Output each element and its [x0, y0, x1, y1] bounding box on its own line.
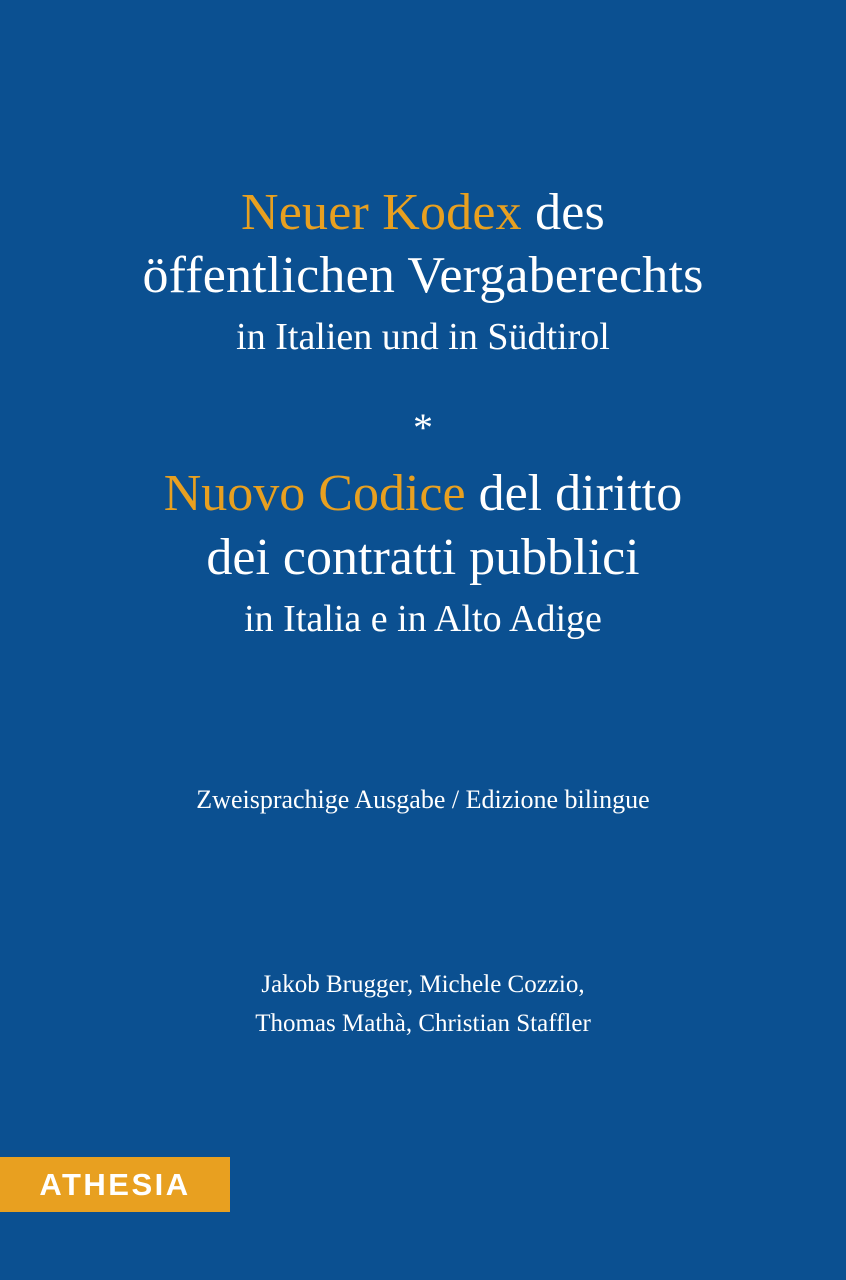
edition-note: Zweisprachige Ausgabe / Edizione bilingue	[196, 785, 650, 814]
italian-title-line-1-rest: del diritto	[465, 465, 683, 522]
title-block	[0, 182, 846, 646]
publisher-logo	[0, 1157, 230, 1212]
german-title-line-1	[0, 182, 846, 244]
italian-title-line-1	[0, 462, 846, 526]
italian-title-line-2: dei contratti pubblici	[206, 529, 640, 586]
italian-subtitle: in Italia e in Alto Adige	[244, 598, 602, 640]
german-title-accent: Neuer Kodex	[241, 184, 522, 241]
authors-block	[0, 965, 846, 1043]
german-subtitle: in Italien und in Südtirol	[236, 316, 610, 358]
authors-line-2: Thomas Mathà, Christian Staffler	[255, 1010, 591, 1037]
german-title-line-2: öffentlichen Vergaberechts	[142, 247, 704, 304]
authors-line-1: Jakob Brugger, Michele Cozzio,	[261, 971, 585, 998]
italian-title-accent: Nuovo Codice	[163, 465, 466, 522]
german-title-line-1-rest: des	[521, 184, 605, 241]
publisher-name: ATHESIA	[39, 1166, 191, 1202]
asterisk-separator-icon: *	[413, 405, 433, 450]
